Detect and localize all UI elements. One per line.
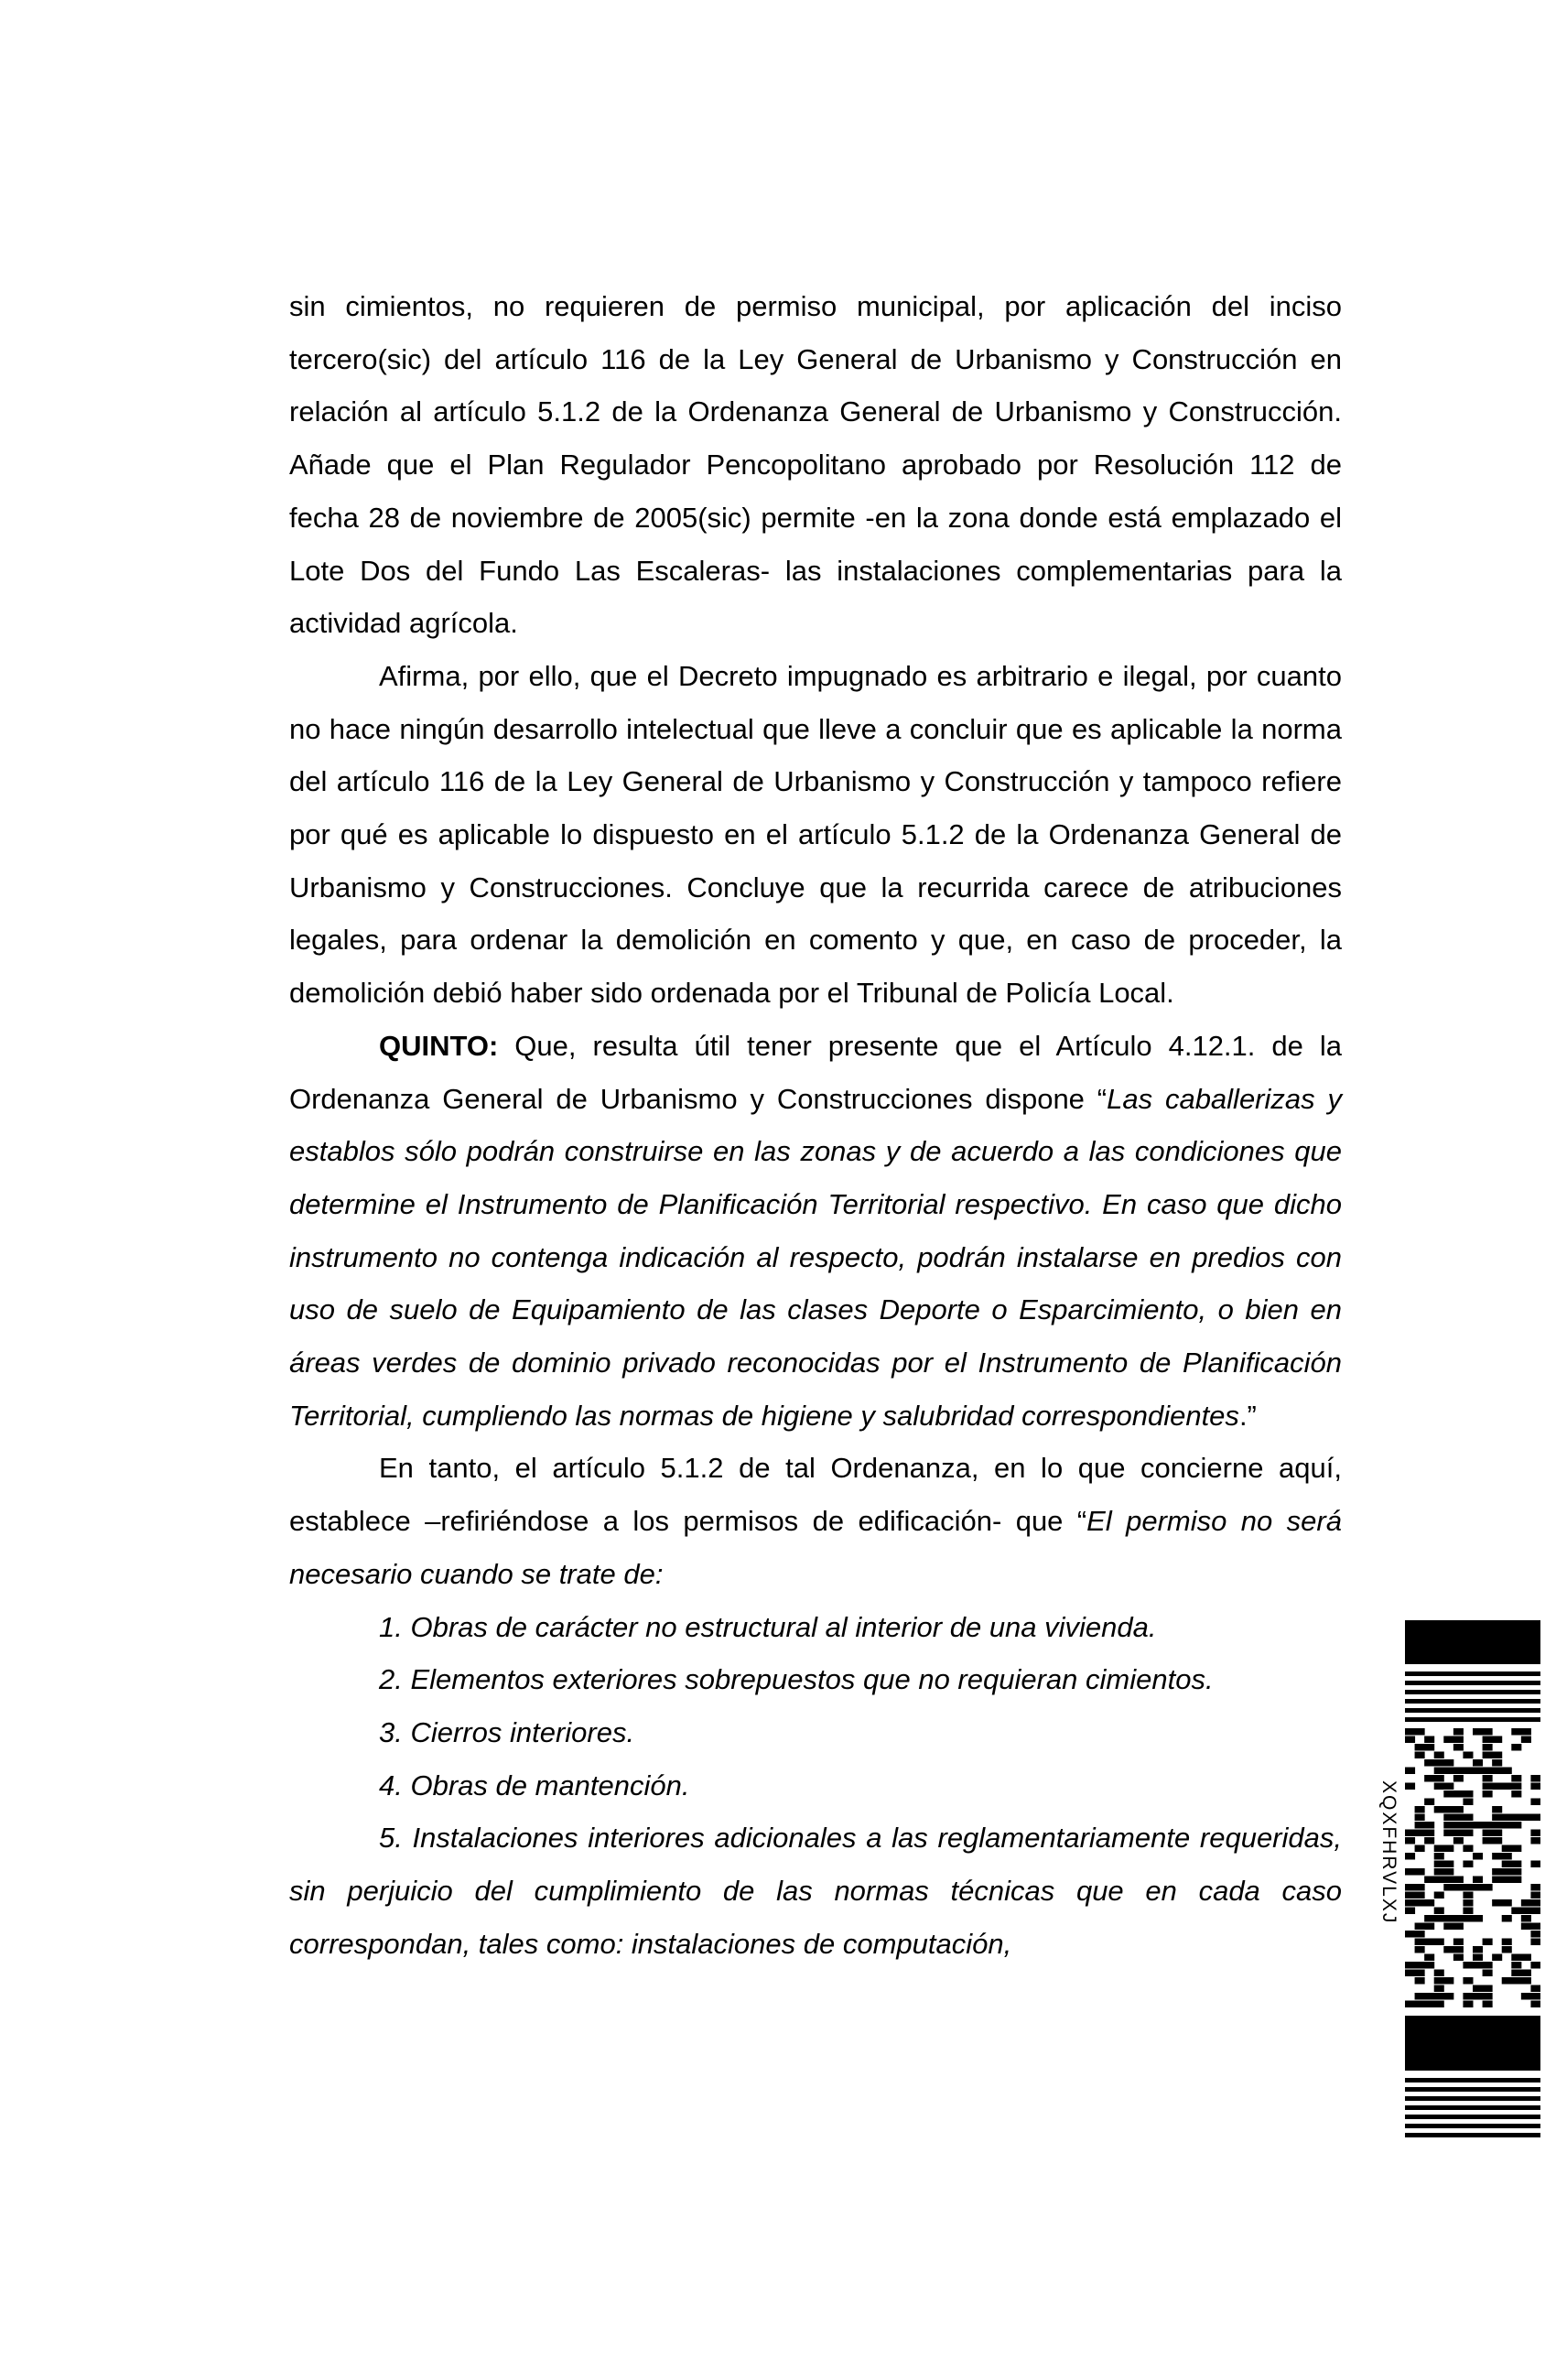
body-text: sin cimientos, no requieren de permiso municipal, por aplicación del inciso tercero(sic) del artículo 116 de la Ley General de Urbanismo y Construcción en relación al artículo 5.1.2 de la Ordenanza General de Urbanismo y Construcción. Añade que el Plan Regulador Pencopolitano aprobado por Resolución 112 de fecha 28 de noviembre de 2005(sic) permite -en la zona donde está emplazado el Lote Dos del Fundo Las Escaleras- las instalaciones complementarias para la actividad agrícola.: [289, 290, 1342, 640]
list-item: 4. Obras de mantención.: [379, 1769, 690, 1801]
list-item: 3. Cierros interiores.: [379, 1715, 635, 1748]
section-heading: QUINTO:: [379, 1029, 499, 1062]
body-text: Afirma, por ello, que el Decreto impugnado es arbitrario e ilegal, por cuanto no hace ningún desarrollo intelectual que lleve a concluir que es aplicable la norma del artículo 116 de la Ley General de Urbanismo y Construcción y tampoco refiere por qué es aplicable lo dispuesto en el artículo 5.1.2 de la Ordenanza General de Urbanismo y Construcciones. Concluye que la recurrida carece de atribuciones legales, para ordenar la demolición en comento y que, en caso de proceder, la demolición debió haber sido ordenada por el Tribunal de Policía Local.: [289, 659, 1342, 1010]
barcode-image: [1405, 1620, 1540, 2144]
quoted-text: El permiso no será necesario cuando se trate de:: [289, 1505, 1342, 1590]
body-text: Que, resulta útil tener presente que el Artículo 4.12.1. de la Ordenanza General de Urbanismo y Construcciones dispone “: [289, 1029, 1342, 1115]
paragraphs: [289, 280, 1342, 1601]
body-text: .”: [1238, 1399, 1257, 1432]
document-body: [289, 280, 1342, 1971]
quoted-list: [289, 1601, 1342, 1971]
paragraph: [289, 650, 1342, 1020]
verification-code: XQXFHRVLXJ: [1378, 1780, 1399, 1925]
list-item: 2. Elementos exteriores sobrepuestos que no requieran cimientos.: [379, 1663, 1214, 1696]
paragraph: [289, 1442, 1342, 1600]
paragraph: [289, 1020, 1342, 1443]
quoted-text: Las caballerizas y establos sólo podrán construirse en las zonas y de acuerdo a las condiciones que determine el Instrumento de Planificación Territorial respectivo. En caso que dicho instrumento no contenga indicación al respecto, podrán instalarse en predios con uso de suelo de Equipamiento de las clases Deporte o Esparcimiento, o bien en áreas verdes de dominio privado reconocidas por el Instrumento de Planificación Territorial, cumpliendo las normas de higiene y salubridad correspondientes: [289, 1082, 1342, 1432]
list-item: 5. Instalaciones interiores adicionales a las reglamentariamente requeridas, sin perjuicio del cumplimiento de las normas técnicas que en cada caso correspondan, tales como: instalaciones de computación,: [289, 1822, 1342, 1960]
list-item: 1. Obras de carácter no estructural al interior de una vivienda.: [379, 1610, 1157, 1643]
body-text: En tanto, el artículo 5.1.2 de tal Ordenanza, en lo que concierne aquí, establece –refiriéndose a los permisos de edificación- que “: [289, 1452, 1342, 1538]
paragraph: [289, 280, 1342, 650]
